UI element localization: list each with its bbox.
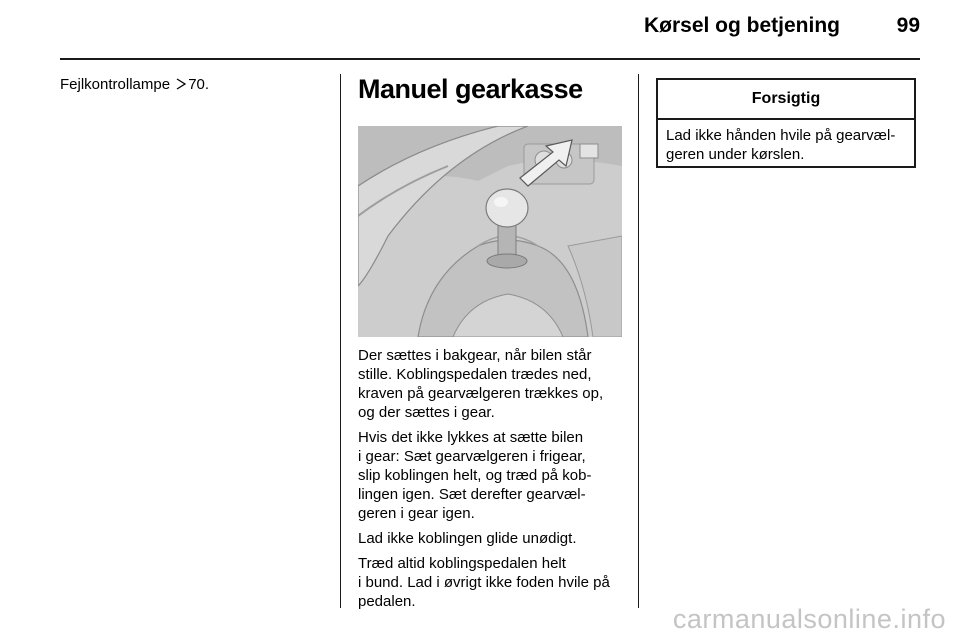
running-header-title: Kørsel og betjening [643,14,840,37]
caution-box [656,78,916,168]
text-line: lingen igen. Sæt derefter gearvæl- [358,486,586,503]
section-heading: Manuel gearkasse [358,74,583,104]
column-divider [340,74,341,608]
watermark: carmanualsonline.info [672,604,946,634]
text-line: og der sættes i gear. [358,404,495,421]
cross-reference-page: 70. [188,76,210,93]
text-line: geren i gear igen. [358,505,475,522]
page-number: 99 [896,14,920,37]
caution-title: Forsigtig [658,80,914,120]
text-line: Lad ikke hånden hvile på gearvæl- [666,127,896,144]
text-line: kraven på gearvælgeren trækkes op, [358,385,604,402]
paragraph [358,428,628,523]
column-divider [638,74,639,608]
text-line: Træd altid koblingspedalen helt [358,555,566,572]
text-line: Lad ikke koblingen glide unødigt. [358,530,577,547]
text-line: geren under kørslen. [666,146,805,163]
text-line: pedalen. [358,593,416,610]
paragraph [358,554,628,611]
text-line: Hvis det ikke lykkes at sætte bilen [358,429,584,446]
cross-reference[interactable] [60,76,209,93]
caution-body [658,120,914,164]
text-line: slip koblingen helt, og træd på kob- [358,467,592,484]
triangle-arrow-icon [176,78,186,90]
paragraph [358,346,628,422]
paragraph [358,529,628,548]
gear-lever-illustration [358,126,622,337]
text-line: Der sættes i bakgear, når bilen står [358,347,592,364]
header-rule [60,58,920,60]
text-line: stille. Koblingspedalen trædes ned, [358,366,592,383]
text-line: i gear: Sæt gearvælgeren i frigear, [358,448,586,465]
cross-reference-label: Fejlkontrollampe [60,76,171,93]
section-body [358,346,628,617]
text-line: i bund. Lad i øvrigt ikke foden hvile på [358,574,610,591]
